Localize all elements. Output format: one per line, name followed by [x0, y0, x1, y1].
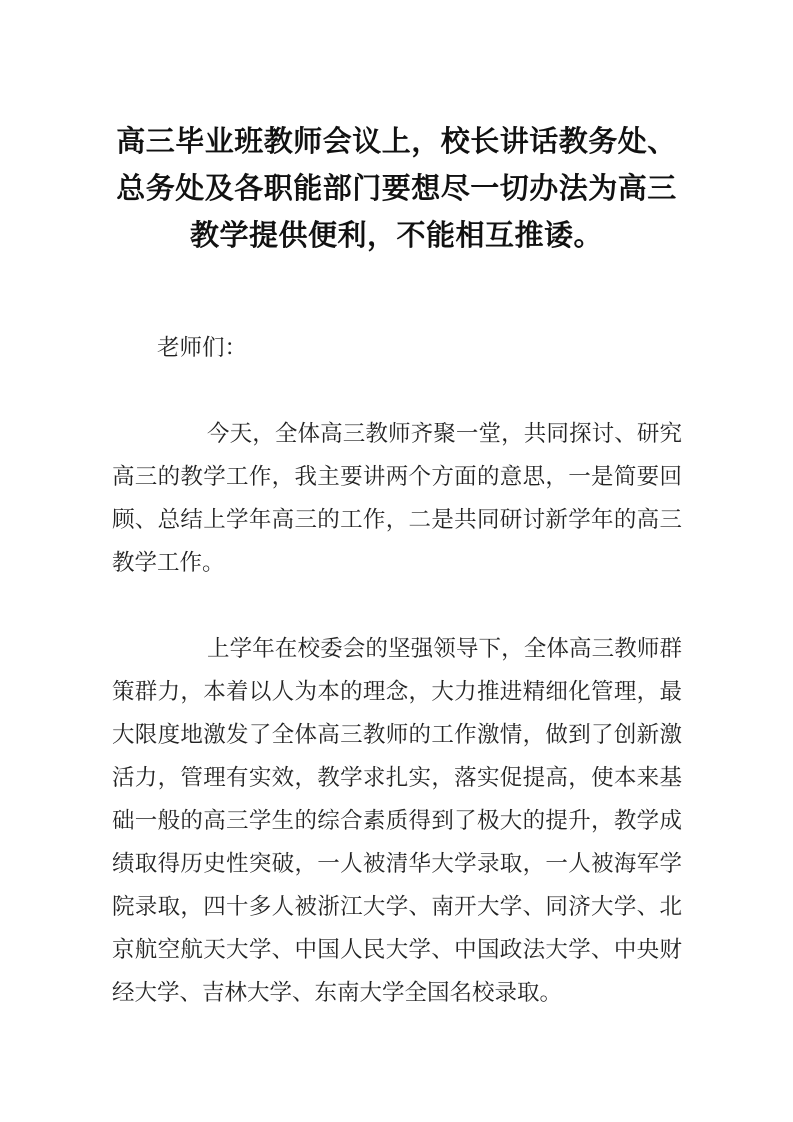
title-line-2: 总务处及各职能部门要想尽一切办法为高三 — [116, 171, 677, 205]
title-line-3: 教学提供便利，不能相互推诿。 — [189, 218, 603, 252]
body-paragraph-2: 上学年在校委会的坚强领导下，全体高三教师群策群力，本着以人为本的理念，大力推进精细化管理，最大限度地激发了全体高三教师的工作激情，做到了创新激活力，管理有实效，教学求扎实，落实促提高，使本来基础一般的高三学生的综合素质得到了极大的提升，教学成绩取得历史性突破，一人被清华大学录取，一人被海军学院录取，四十多人被浙江大学、南开大学、同济大学、北京航空航天大学、中国人民大学、中国政法大学、中央财经大学、吉林大学、东南大学全国名校录取。 — [112, 636, 682, 1006]
body-paragraph-1: 今天，全体高三教师齐聚一堂，共同探讨、研究高三的教学工作，我主要讲两个方面的意思，一是简要回顾、总结上学年高三的工作，二是共同研讨新学年的高三教学工作。 — [112, 421, 682, 576]
page-title — [104, 118, 689, 259]
paragraph-spacer — [112, 585, 682, 628]
paragraph-spacer — [112, 370, 682, 413]
title-line-1: 高三毕业班教师会议上，校长讲话教务处、 — [116, 124, 677, 158]
salutation: 老师们： — [157, 335, 248, 361]
document-body — [112, 327, 682, 1015]
